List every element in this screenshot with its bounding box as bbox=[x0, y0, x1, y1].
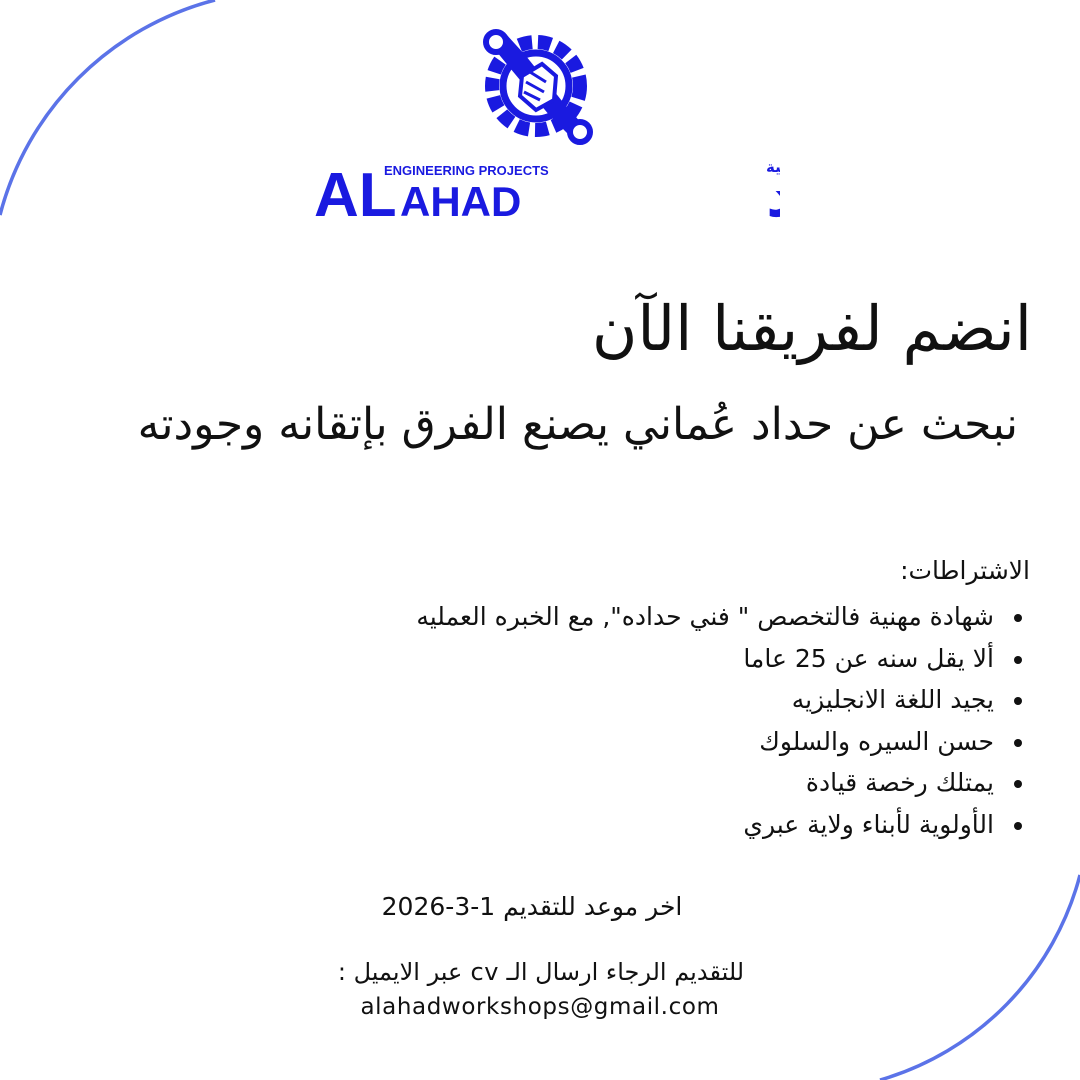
requirements-title: الاشتراطات: bbox=[900, 556, 1030, 585]
company-logo bbox=[300, 24, 780, 234]
logo-latin-big: AL bbox=[314, 161, 397, 230]
apply-instructions: للتقديم الرجاء ارسال الـ cv عبر الايميل : bbox=[337, 958, 745, 986]
gear-wrench-fist-icon bbox=[486, 32, 590, 142]
list-item: • الأولوية لأبناء ولاية عبري bbox=[416, 804, 1000, 846]
list-item: • يجيد اللغة الانجليزيه bbox=[416, 679, 1000, 721]
top-left-arc bbox=[0, 0, 215, 215]
subheadline: نبحث عن حداد عُماني يصنع الفرق بإتقانه وجودته bbox=[137, 399, 1018, 450]
application-deadline: اخر موعد للتقديم 1-3-2026 bbox=[381, 892, 683, 921]
headline: انضم لفريقنا الآن bbox=[591, 292, 1032, 365]
logo-arabic-tag: ية bbox=[766, 158, 780, 176]
list-item: • شهادة مهنية فالتخصص " فني حداده", مع الخبره العمليه bbox=[416, 596, 1000, 638]
list-item: • حسن السيره والسلوك bbox=[416, 721, 1000, 763]
list-item: • ألا يقل سنه عن 25 عاما bbox=[416, 638, 1000, 680]
requirements-list bbox=[416, 596, 1030, 845]
logo-latin-tag: ENGINEERING PROJECTS bbox=[384, 163, 549, 178]
logo-latin-small: AHAD bbox=[400, 178, 522, 225]
list-item: • يمتلك رخصة قيادة bbox=[416, 762, 1000, 804]
contact-email[interactable]: alahadworkshops@gmail.com bbox=[360, 994, 720, 1020]
